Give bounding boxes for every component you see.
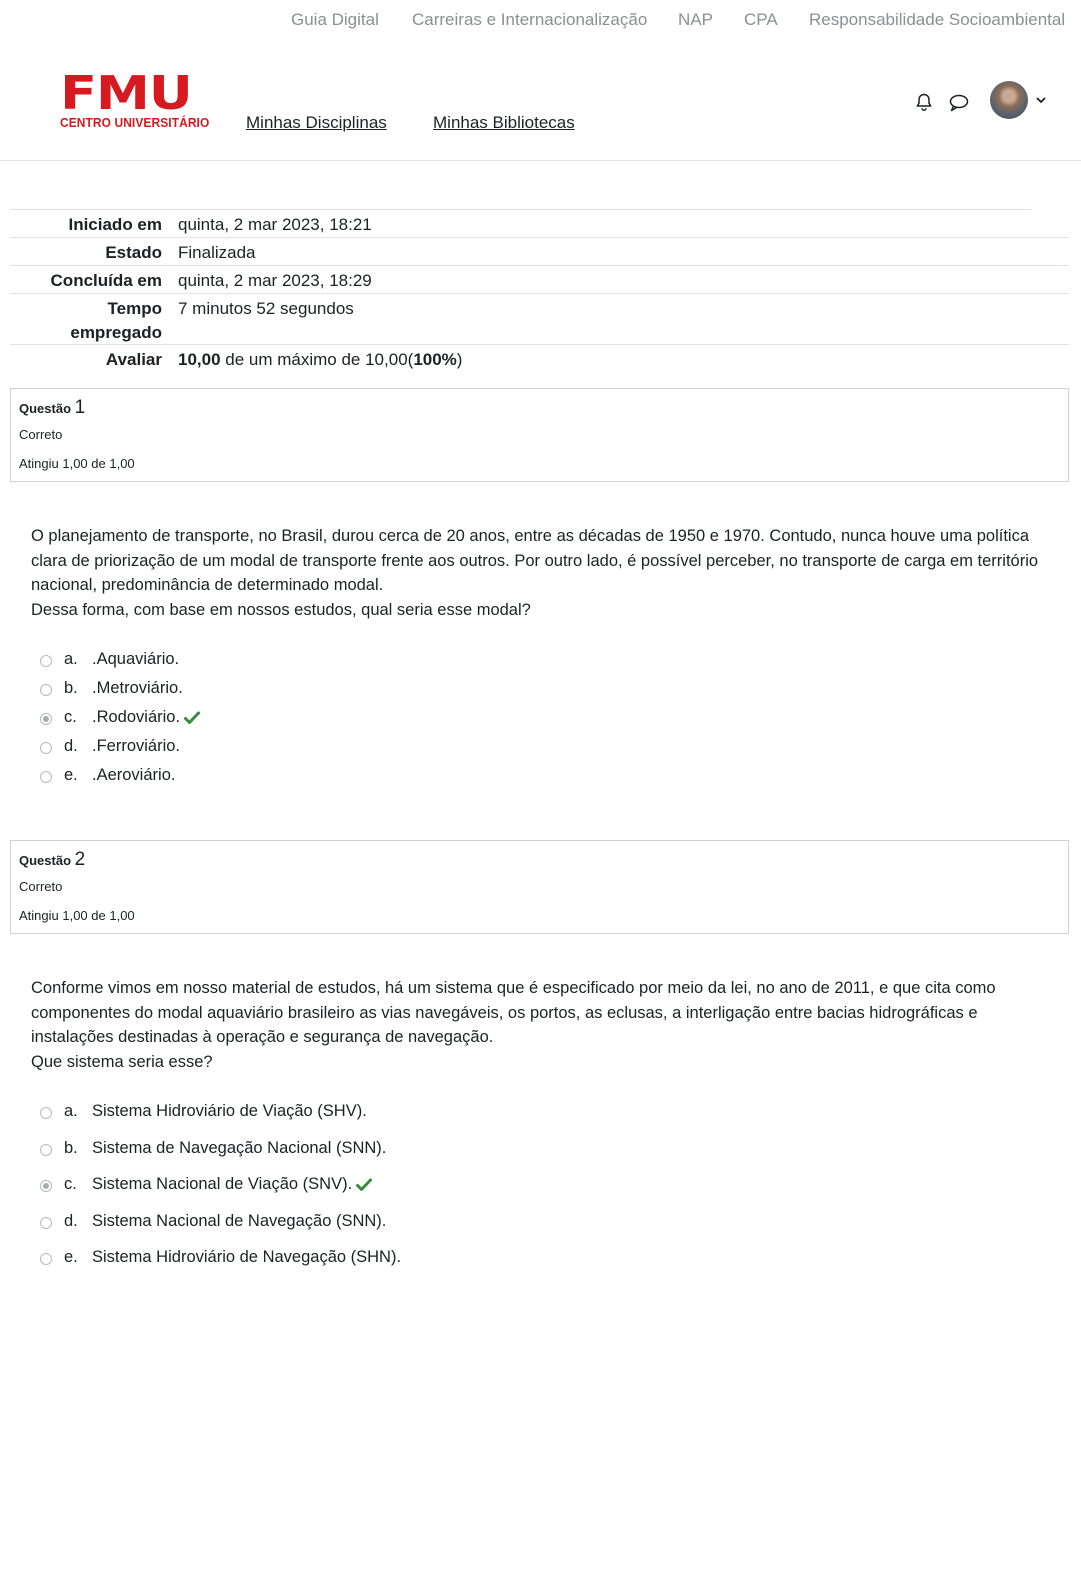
question-status: Correto [19,427,63,442]
grade-close: ) [456,350,463,369]
nav-cpa[interactable]: CPA [744,10,778,29]
radio-button-selected[interactable] [40,713,52,725]
chevron-down-icon[interactable] [1035,94,1047,106]
summary-label: Iniciado em [68,215,162,234]
radio-button[interactable] [40,742,52,754]
link-minhas-bibliotecas[interactable]: Minhas Bibliotecas [433,113,575,132]
avatar[interactable] [990,81,1028,119]
summary-row-started [10,209,1032,237]
summary-label-cont: empregado [70,323,162,342]
summary-label: Concluída em [50,271,162,290]
grade-max: de um máximo de 10,00( [220,350,414,369]
summary-label: Tempo [107,299,162,318]
logo-subtitle: CENTRO UNIVERSITÁRIO [60,115,210,130]
check-icon [184,711,200,725]
radio-button[interactable] [40,655,52,667]
radio-button-selected[interactable] [40,1180,52,1192]
summary-row-time [10,293,1069,344]
question-number: 2 [74,849,86,870]
summary-row-completed [10,265,1069,293]
check-icon [356,1178,372,1192]
summary-label: Estado [105,243,162,262]
question-status: Correto [19,879,63,894]
question-paragraph: Conforme vimos em nosso material de estudos, há um sistema que é especificado por meio da lei, no ano de 2011, e que cita como componentes do modal aquaviário brasileiro as vias navegáveis, os portos, as eclusas, a interligação entre bacias hidrográficas e instalações destinadas à operação e segurança de navegação. [31,979,996,1046]
radio-button[interactable] [40,1107,52,1119]
nav-carreiras[interactable]: Carreiras e Internacionalização [412,10,648,29]
nav-responsabilidade[interactable]: Responsabilidade Socioambiental [809,10,1066,29]
nav-nap[interactable]: NAP [678,10,713,29]
grade-score: 10,00 [178,350,221,369]
chat-icon[interactable] [948,93,970,113]
summary-value [178,348,462,372]
radio-button[interactable] [40,1144,52,1156]
question-info-2 [10,840,1069,934]
summary-value: Finalizada [178,243,256,262]
question-text-1 [31,524,1051,622]
summary-row-state [10,237,1069,265]
question-number: 1 [74,397,86,418]
summary-value: quinta, 2 mar 2023, 18:21 [178,215,372,234]
link-minhas-disciplinas[interactable]: Minhas Disciplinas [246,113,387,132]
question-paragraph: O planejamento de transporte, no Brasil, durou cerca de 20 anos, entre as décadas de 1950 e 1970. Contudo, nunca houve uma política clara de priorização de um modal de transporte frente aos outros. Por outro lado, é possível perceber, no transporte de carga em território nacional, predominância de determinado modal. [31,527,1039,594]
top-utility-nav [0,0,1081,44]
radio-button[interactable] [40,1253,52,1265]
radio-button[interactable] [40,1217,52,1229]
question-title: Questão 1 [19,397,86,418]
question-prompt: Que sistema seria esse? [31,1052,213,1071]
attempt-summary [10,209,1069,375]
summary-value: quinta, 2 mar 2023, 18:29 [178,271,372,290]
question-info-1 [10,388,1069,482]
question-prompt: Dessa forma, com base em nossos estudos, qual seria esse modal? [31,600,531,619]
grade-percent: 100% [413,350,457,369]
summary-label: Avaliar [105,350,162,369]
summary-row-grade [10,344,1069,375]
nav-guia-digital[interactable]: Guia Digital [291,10,379,29]
radio-button[interactable] [40,771,52,783]
fmu-logo[interactable] [60,66,210,130]
question-grade: Atingiu 1,00 de 1,00 [19,908,135,923]
logo-mark: FMU [60,66,192,120]
radio-button[interactable] [40,684,52,696]
question-grade: Atingiu 1,00 de 1,00 [19,456,135,471]
bell-icon[interactable] [914,92,934,112]
summary-value: 7 minutos 52 segundos [178,299,354,318]
site-header [0,44,1081,161]
question-title: Questão 2 [19,849,86,870]
question-text-2 [31,976,1051,1074]
